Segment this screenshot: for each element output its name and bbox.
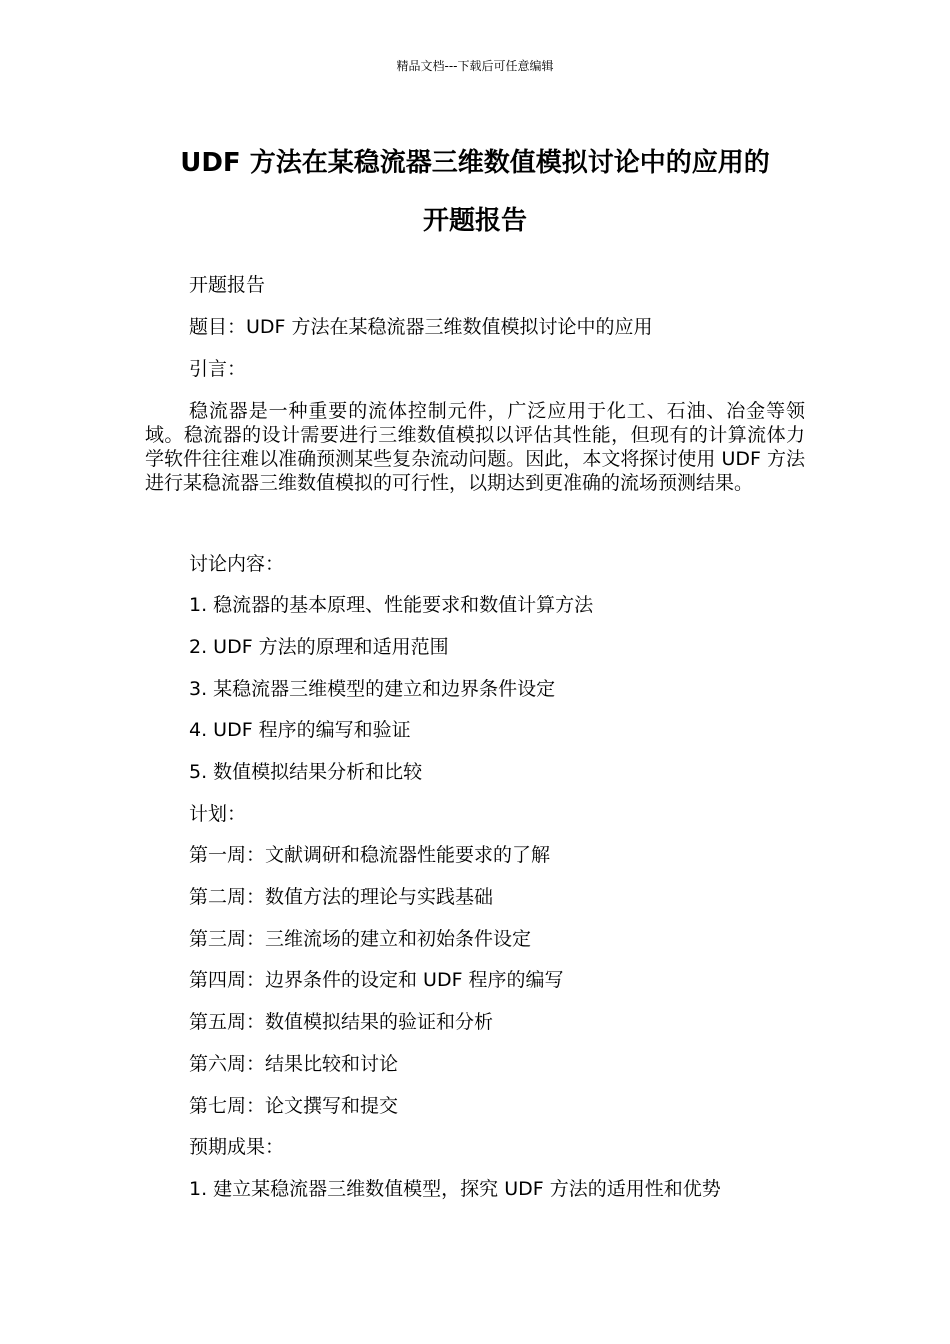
header-note: 精品文档---下载后可任意编辑 bbox=[396, 59, 554, 73]
results-item: 1. 建立某稳流器三维数值模型，探究 UDF 方法的适用性和优势 bbox=[189, 1178, 721, 1200]
plan-item: 第七周：论文撰写和提交 bbox=[189, 1095, 399, 1117]
content-label: 讨论内容： bbox=[189, 553, 285, 575]
document-title bbox=[120, 134, 830, 250]
plan-item: 第一周：文献调研和稳流器性能要求的了解 bbox=[189, 844, 551, 866]
content-item: 3. 某稳流器三维模型的建立和边界条件设定 bbox=[189, 678, 556, 700]
content-item: 1. 稳流器的基本原理、性能要求和数值计算方法 bbox=[189, 594, 594, 616]
plan-item: 第三周：三维流场的建立和初始条件设定 bbox=[189, 928, 532, 950]
document-title-line-1: UDF 方法在某稳流器三维数值模拟讨论中的应用的 bbox=[180, 148, 770, 178]
plan-item: 第五周：数值模拟结果的验证和分析 bbox=[189, 1011, 494, 1033]
plan-item: 第四周：边界条件的设定和 UDF 程序的编写 bbox=[189, 969, 564, 991]
document-title-line-2: 开题报告 bbox=[422, 206, 527, 236]
section-heading: 开题报告 bbox=[189, 274, 266, 296]
intro-label: 引言： bbox=[189, 358, 247, 380]
plan-item: 第二周：数值方法的理论与实践基础 bbox=[189, 886, 494, 908]
content-item: 4. UDF 程序的编写和验证 bbox=[189, 719, 411, 741]
topic-line: 题目：UDF 方法在某稳流器三维数值模拟讨论中的应用 bbox=[189, 316, 653, 338]
intro-paragraph: 稳流器是一种重要的流体控制元件，广泛应用于化工、石油、冶金等领域。稳流器的设计需要进行三维数值模拟以评估其性能，但现有的计算流体力学软件往往难以准确预测某些复杂流动问题。因此，本文将探讨使用 UDF 方法进行某稳流器三维数值模拟的可行性，以期达到更准确的流场预测结果。 bbox=[145, 400, 805, 494]
content-item: 5. 数值模拟结果分析和比较 bbox=[189, 761, 423, 783]
plan-item: 第六周：结果比较和讨论 bbox=[189, 1053, 399, 1075]
results-label: 预期成果： bbox=[189, 1136, 285, 1158]
content-item: 2. UDF 方法的原理和适用范围 bbox=[189, 636, 449, 658]
plan-label: 计划： bbox=[189, 803, 247, 825]
